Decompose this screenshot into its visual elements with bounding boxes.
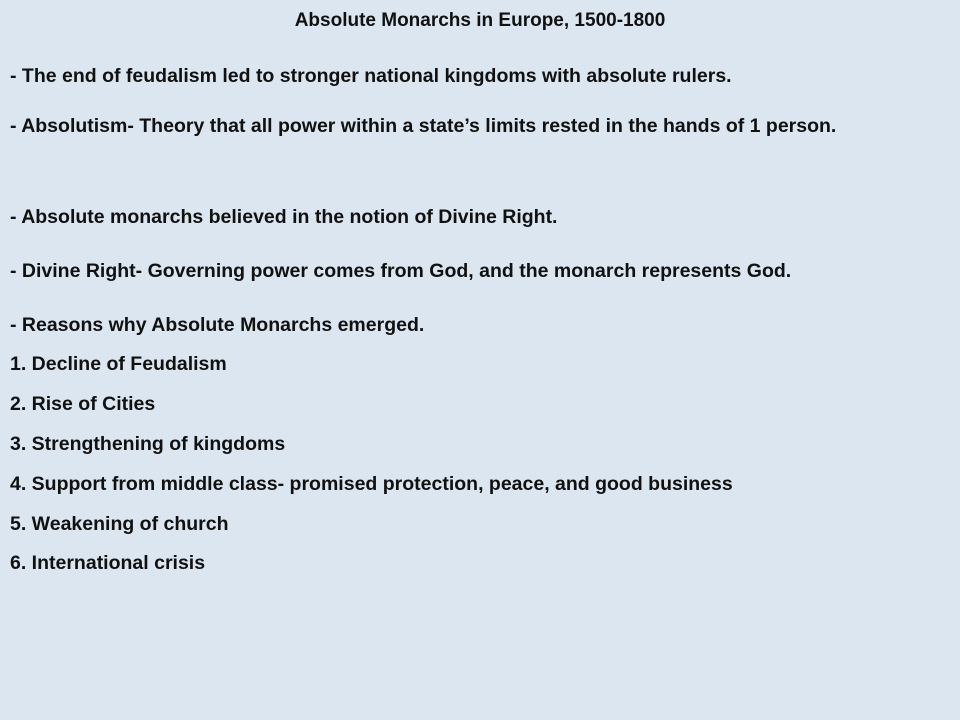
reason-item: 1. Decline of Feudalism [10,353,227,375]
reason-item: 5. Weakening of church [10,513,229,535]
bullet-absolutism-definition: - Absolutism- Theory that all power within a state’s limits rested in the hands of 1 person. [10,115,837,137]
bullet-reasons-heading: - Reasons why Absolute Monarchs emerged. [10,314,425,336]
reason-item: 6. International crisis [10,552,206,574]
reason-item: 4. Support from middle class- promised protection, peace, and good business [10,473,733,495]
reason-item: 3. Strengthening of kingdoms [10,433,286,455]
bullet-divine-right-belief: - Absolute monarchs believed in the notion of Divine Right. [10,206,558,228]
bullet-divine-right-definition: - Divine Right- Governing power comes from God, and the monarch represents God. [10,260,792,282]
reason-item: 2. Rise of Cities [10,393,156,415]
bullet-feudalism-end: - The end of feudalism led to stronger national kingdoms with absolute rulers. [10,65,732,87]
slide-title: Absolute Monarchs in Europe, 1500-1800 [294,10,666,31]
